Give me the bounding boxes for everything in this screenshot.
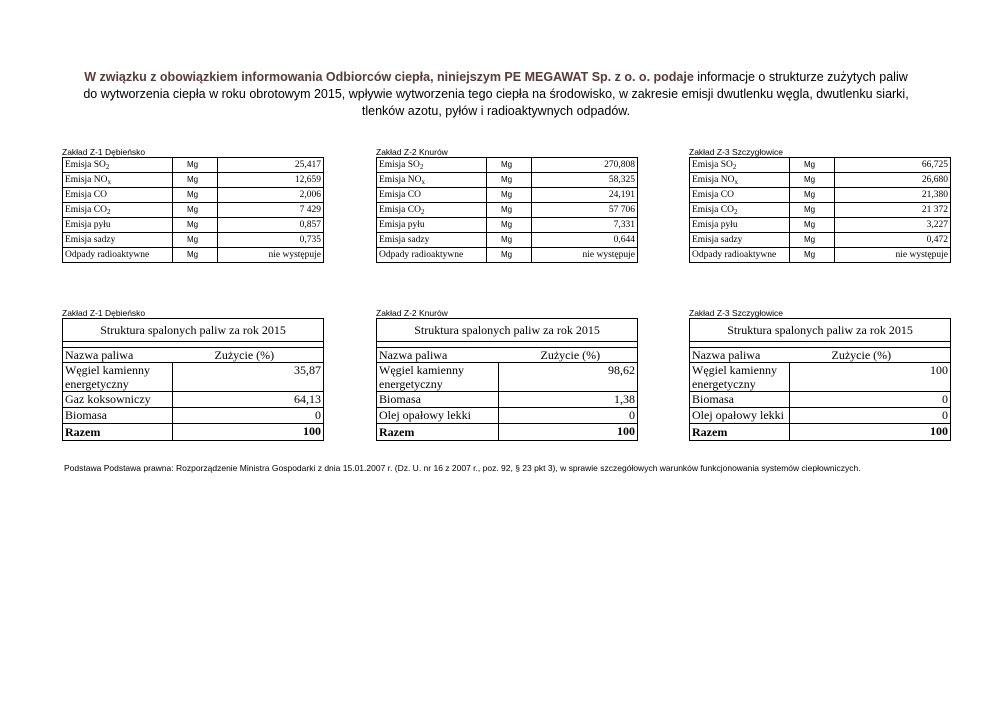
value-dust: 3,227 (835, 218, 951, 233)
plant-label: Zakład Z-3 Szczygłowice (689, 147, 784, 157)
fuel-value: 0 (499, 408, 638, 424)
table-row (377, 392, 638, 408)
table-row (690, 363, 951, 392)
total-value: 100 (790, 424, 951, 441)
fuel-name: Węgiel kamienny energetyczny (63, 363, 173, 392)
unit: Mg (487, 158, 532, 173)
col-fuel-name: Nazwa paliwa (63, 348, 173, 363)
label-soot: Emisja sadzy (377, 233, 487, 248)
row-co (690, 188, 951, 203)
table-row (690, 408, 951, 424)
row-radio (690, 248, 951, 263)
unit: Mg (487, 218, 532, 233)
fuel-name: Węgiel kamienny energetyczny (690, 363, 790, 392)
fuel-name: Gaz koksowniczy (63, 392, 173, 408)
plant-label: Zakład Z-2 Knurów (376, 147, 448, 157)
fuel-name: Biomasa (690, 392, 790, 408)
label-dust: Emisja pyłu (377, 218, 487, 233)
plant-label: Zakład Z-2 Knurów (376, 308, 448, 318)
unit: Mg (487, 188, 532, 203)
fuel-table (689, 318, 951, 441)
label-nox: Emisja $NO_x$ (690, 173, 790, 188)
row-soot (690, 233, 951, 248)
row-dust (377, 218, 638, 233)
table-row (377, 408, 638, 424)
label-so2: Emisja $SO_2$ (377, 158, 487, 173)
fuel-table-title: Struktura spalonych paliw za rok 2015 (63, 319, 324, 342)
legal-basis-footnote: Podstawa Podstawa prawna: Rozporządzenie Ministra Gospodarki z dnia 15.01.2007 r. (Dz. U. nr 16 z 2007 r., poz. 92, § 23 pkt 3), w sprawie szczegółowych warunków funkcjonowania systemów ciepłowniczych. (64, 463, 861, 473)
row-dust (63, 218, 324, 233)
col-fuel-use: Zużycie (%) (499, 348, 638, 363)
fuel-value: 64,13 (173, 392, 324, 408)
unit: Mg (790, 203, 835, 218)
fuel-value: 0 (173, 408, 324, 424)
row-co (63, 188, 324, 203)
row-co2 (690, 203, 951, 218)
total-row (690, 424, 951, 441)
label-co: Emisja CO (377, 188, 487, 203)
label-nox: Emisja $NO_x$ (377, 173, 487, 188)
value-soot: 0,735 (218, 233, 324, 248)
value-radio: nie występuje (218, 248, 324, 263)
col-fuel-name: Nazwa paliwa (377, 348, 499, 363)
unit: Mg (487, 233, 532, 248)
fuel-header-row (690, 348, 951, 363)
fuel-value: 0 (790, 408, 951, 424)
header-line-3: tlenków azotu, pyłów i radioaktywnych odpadów. (361, 104, 631, 118)
unit: Mg (790, 158, 835, 173)
fuel-name: Olej opałowy lekki (690, 408, 790, 424)
fuel-title-row (63, 319, 324, 342)
unit: Mg (487, 248, 532, 263)
label-radio: Odpady radioaktywne (63, 248, 173, 263)
value-co2: 21 372 (835, 203, 951, 218)
value-co: 2,006 (218, 188, 324, 203)
row-soot (63, 233, 324, 248)
fuel-block-z3 (689, 308, 951, 441)
row-so2 (377, 158, 638, 173)
fuel-table (62, 318, 324, 441)
value-soot: 0,472 (835, 233, 951, 248)
col-fuel-use: Zużycie (%) (173, 348, 324, 363)
total-value: 100 (499, 424, 638, 441)
table-row (377, 363, 638, 392)
label-so2: Emisja $SO_2$ (690, 158, 790, 173)
value-nox: 12,659 (218, 173, 324, 188)
unit: Mg (173, 233, 218, 248)
fuel-block-z1 (62, 308, 324, 441)
emission-table (376, 157, 638, 263)
unit: Mg (487, 173, 532, 188)
emission-block-z1 (62, 147, 324, 263)
fuel-block-z2 (376, 308, 638, 441)
row-co (377, 188, 638, 203)
value-nox: 58,325 (532, 173, 638, 188)
fuel-table-title: Struktura spalonych paliw za rok 2015 (690, 319, 951, 342)
value-so2: 270,808 (532, 158, 638, 173)
unit: Mg (487, 203, 532, 218)
emission-block-z3 (689, 147, 951, 263)
page-header (40, 69, 952, 120)
label-co2: Emisja $CO_2$ (690, 203, 790, 218)
row-dust (690, 218, 951, 233)
header-bold-text: W związku z obowiązkiem informowania Odbiorców ciepła, niniejszym PE MEGAWAT Sp. z o. o. podaje (84, 70, 694, 84)
header-line-2: do wytworzenia ciepła w roku obrotowym 2015, wpływie wytworzenia tego ciepła na środowisko, w zakresie emisji dwutlenku węgla, dwutlenku siarki, (83, 87, 909, 101)
col-fuel-use: Zużycie (%) (790, 348, 951, 363)
row-nox (377, 173, 638, 188)
emission-table (62, 157, 324, 263)
label-dust: Emisja pyłu (63, 218, 173, 233)
emission-block-z2 (376, 147, 638, 263)
fuel-name: Olej opałowy lekki (377, 408, 499, 424)
table-row (63, 408, 324, 424)
fuel-value: 0 (790, 392, 951, 408)
row-radio (63, 248, 324, 263)
total-value: 100 (173, 424, 324, 441)
table-row (690, 392, 951, 408)
row-nox (690, 173, 951, 188)
label-radio: Odpady radioaktywne (377, 248, 487, 263)
header-line-1 (40, 69, 952, 86)
value-dust: 7,331 (532, 218, 638, 233)
value-dust: 0,857 (218, 218, 324, 233)
total-label: Razem (63, 424, 173, 441)
plant-label: Zakład Z-1 Dębieńsko (62, 308, 146, 318)
unit: Mg (173, 173, 218, 188)
value-co: 24,191 (532, 188, 638, 203)
label-co: Emisja CO (690, 188, 790, 203)
value-soot: 0,644 (532, 233, 638, 248)
value-co2: 7 429 (218, 203, 324, 218)
value-co2: 57 706 (532, 203, 638, 218)
label-co2: Emisja $CO_2$ (63, 203, 173, 218)
total-row (377, 424, 638, 441)
value-so2: 66,725 (835, 158, 951, 173)
unit: Mg (790, 248, 835, 263)
emission-table (689, 157, 951, 263)
label-soot: Emisja sadzy (63, 233, 173, 248)
fuel-name: Węgiel kamienny energetyczny (377, 363, 499, 392)
unit: Mg (790, 233, 835, 248)
total-label: Razem (377, 424, 499, 441)
row-so2 (63, 158, 324, 173)
unit: Mg (173, 158, 218, 173)
total-label: Razem (690, 424, 790, 441)
row-co2 (63, 203, 324, 218)
total-row (63, 424, 324, 441)
value-so2: 25,417 (218, 158, 324, 173)
fuel-value: 35,87 (173, 363, 324, 392)
unit: Mg (173, 188, 218, 203)
row-so2 (690, 158, 951, 173)
row-nox (63, 173, 324, 188)
unit: Mg (173, 248, 218, 263)
fuel-value: 98,62 (499, 363, 638, 392)
fuel-header-row (377, 348, 638, 363)
unit: Mg (790, 188, 835, 203)
label-radio: Odpady radioaktywne (690, 248, 790, 263)
fuel-value: 100 (790, 363, 951, 392)
label-co2: Emisja $CO_2$ (377, 203, 487, 218)
header-line-1-rest: informacje o strukturze zużytych paliw (693, 70, 908, 84)
value-radio: nie występuje (532, 248, 638, 263)
label-soot: Emisja sadzy (690, 233, 790, 248)
label-co: Emisja CO (63, 188, 173, 203)
fuel-title-row (377, 319, 638, 342)
value-radio: nie występuje (835, 248, 951, 263)
plant-label: Zakład Z-1 Dębieńsko (62, 147, 146, 157)
unit: Mg (173, 203, 218, 218)
label-nox: Emisja $NO_x$ (63, 173, 173, 188)
unit: Mg (790, 173, 835, 188)
fuel-value: 1,38 (499, 392, 638, 408)
table-row (63, 392, 324, 408)
row-radio (377, 248, 638, 263)
plant-label: Zakład Z-3 Szczygłowice (689, 308, 784, 318)
value-co: 21,380 (835, 188, 951, 203)
fuel-name: Biomasa (377, 392, 499, 408)
fuel-table (376, 318, 638, 441)
unit: Mg (173, 218, 218, 233)
label-dust: Emisja pyłu (690, 218, 790, 233)
row-co2 (377, 203, 638, 218)
fuel-title-row (690, 319, 951, 342)
label-so2: Emisja $SO_2$ (63, 158, 173, 173)
col-fuel-name: Nazwa paliwa (690, 348, 790, 363)
table-row (63, 363, 324, 392)
fuel-name: Biomasa (63, 408, 173, 424)
value-nox: 26,680 (835, 173, 951, 188)
fuel-table-title: Struktura spalonych paliw za rok 2015 (377, 319, 638, 342)
fuel-header-row (63, 348, 324, 363)
row-soot (377, 233, 638, 248)
unit: Mg (790, 218, 835, 233)
